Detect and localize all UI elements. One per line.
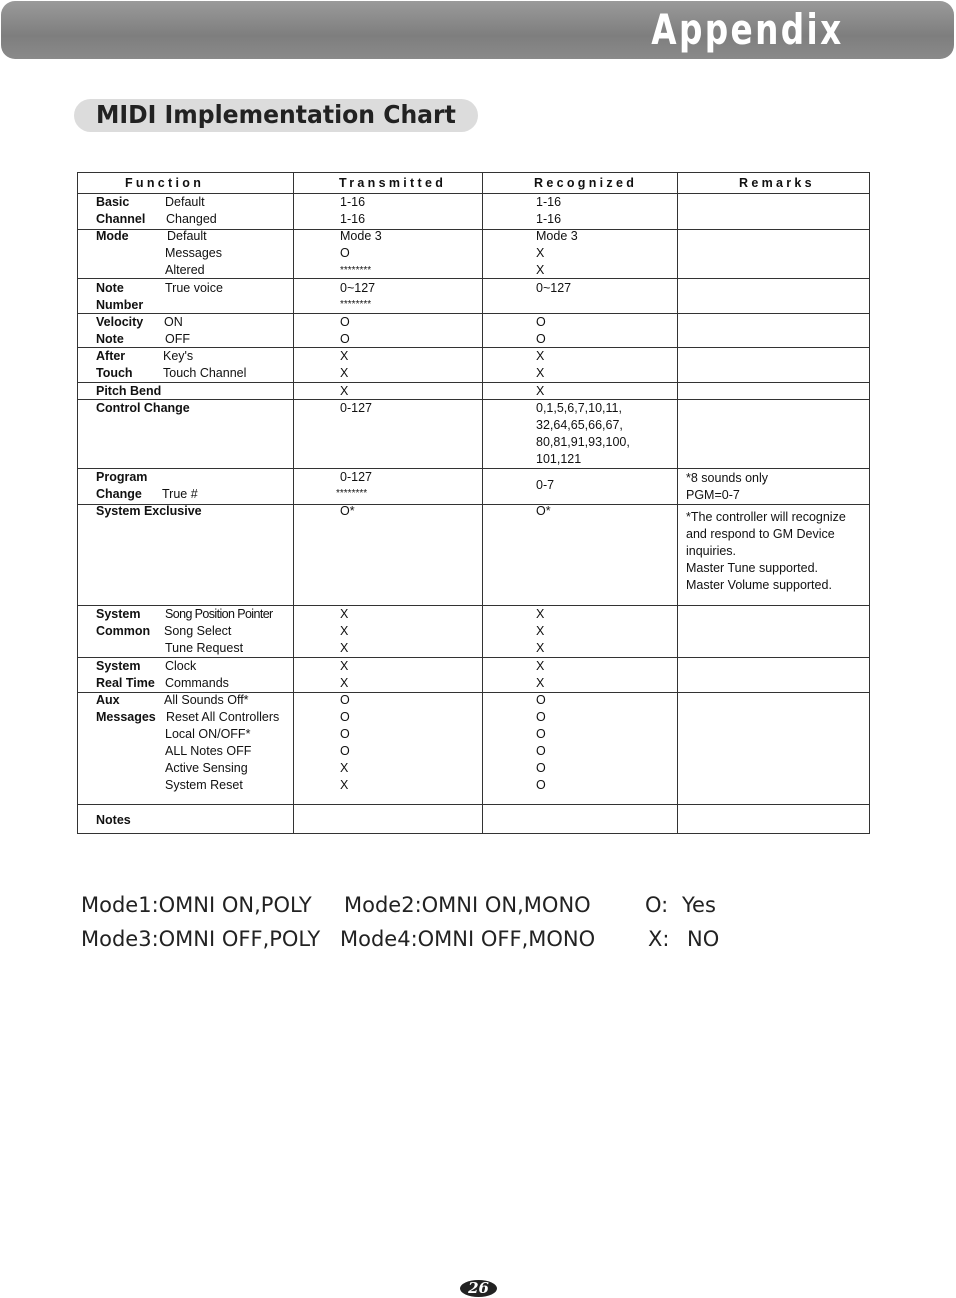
recognized-value: O — [536, 315, 546, 329]
row-label: System — [96, 659, 141, 673]
sub-label: Messages — [165, 246, 222, 260]
row-label: Number — [96, 298, 144, 312]
row-divider — [78, 468, 869, 469]
transmitted-value: 0-127 — [340, 470, 372, 484]
sub-label: Altered — [165, 263, 205, 277]
recognized-value: X — [536, 659, 545, 673]
recognized-value: 0-7 — [536, 478, 555, 492]
transmitted-value: X — [340, 607, 349, 621]
row-label: Pitch Bend — [96, 384, 162, 398]
page-number-badge — [460, 1280, 497, 1297]
row-label: Note — [96, 332, 124, 346]
recognized-value: X — [536, 607, 545, 621]
sub-label: Local ON/OFF* — [165, 727, 251, 741]
row-label: Change — [96, 487, 142, 501]
sub-label: ALL Notes OFF — [165, 744, 252, 758]
row-label: Common — [96, 624, 151, 638]
sub-label: Key's — [163, 349, 194, 363]
row-label: Program — [96, 470, 148, 484]
recognized-value: X — [536, 246, 545, 260]
legend-mode1: Mode1:OMNI ON,POLY — [81, 893, 312, 917]
recognized-value: O — [536, 761, 546, 775]
sub-label: Song Select — [164, 624, 232, 638]
legend-o-key: O: — [645, 893, 669, 917]
sub-label: System Reset — [165, 778, 243, 792]
recognized-value: O* — [536, 504, 551, 518]
recognized-value: 0~127 — [536, 281, 572, 295]
page-number: 26 — [468, 1279, 489, 1297]
row-label: Mode — [96, 229, 129, 243]
row-label: Channel — [96, 212, 146, 226]
recognized-value: X — [536, 624, 545, 638]
transmitted-value: O — [340, 332, 350, 346]
sub-label: Changed — [166, 212, 217, 226]
sub-label: Clock — [165, 659, 197, 673]
remarks-text: *8 sounds only — [686, 471, 769, 485]
header-recognized: Recognized — [534, 176, 638, 190]
transmitted-value: ******** — [340, 265, 372, 276]
transmitted-value: X — [340, 641, 349, 655]
remarks-text: Master Tune supported. — [686, 561, 819, 575]
row-divider — [78, 382, 869, 383]
recognized-value: X — [536, 384, 545, 398]
legend-mode2: Mode2:OMNI ON,MONO — [344, 893, 591, 917]
sub-label: Reset All Controllers — [166, 710, 280, 724]
transmitted-value: O — [340, 315, 350, 329]
transmitted-value: X — [340, 366, 349, 380]
transmitted-value: 0~127 — [340, 281, 376, 295]
transmitted-value: X — [340, 778, 349, 792]
transmitted-value: 1-16 — [340, 212, 366, 226]
transmitted-value: O* — [340, 504, 355, 518]
recognized-value: X — [536, 349, 545, 363]
legend-mode4: Mode4:OMNI OFF,MONO — [340, 927, 596, 951]
recognized-value: 1-16 — [536, 212, 562, 226]
sub-label: All Sounds Off* — [164, 693, 249, 707]
recognized-value: Mode 3 — [536, 229, 578, 243]
recognized-value: 101,121 — [536, 452, 582, 466]
recognized-value: X — [536, 263, 545, 277]
row-label: System Exclusive — [96, 504, 202, 518]
recognized-value: O — [536, 332, 546, 346]
sub-label: OFF — [165, 332, 190, 346]
header-remarks: Remarks — [739, 176, 815, 190]
legend-x-key: X: — [648, 927, 670, 951]
sub-label: True # — [162, 487, 198, 501]
transmitted-value: ******** — [336, 488, 368, 499]
recognized-value: X — [536, 366, 545, 380]
row-label: Messages — [96, 710, 156, 724]
recognized-value: O — [536, 727, 546, 741]
row-label: Control Change — [96, 401, 190, 415]
row-label: Real Time — [96, 676, 155, 690]
column-divider — [293, 173, 294, 833]
recognized-value: O — [536, 693, 546, 707]
recognized-value: 1-16 — [536, 195, 562, 209]
column-divider — [677, 173, 678, 833]
sub-label: Song Position Pointer — [165, 607, 273, 621]
transmitted-value: X — [340, 761, 349, 775]
row-divider — [78, 399, 869, 400]
top-banner — [1, 1, 954, 59]
sub-label: Default — [167, 229, 207, 243]
row-label: Velocity — [96, 315, 144, 329]
recognized-value: X — [536, 676, 545, 690]
transmitted-value: Mode 3 — [340, 229, 382, 243]
banner-title: Appendix — [651, 5, 844, 54]
recognized-value: O — [536, 778, 546, 792]
row-divider — [78, 804, 869, 805]
legend-x-value: NO — [687, 927, 720, 951]
transmitted-value: 0-127 — [340, 401, 372, 415]
remarks-text: *The controller will recognize — [686, 510, 846, 524]
row-label: Note — [96, 281, 124, 295]
sub-label: ON — [164, 315, 183, 329]
row-label: Aux — [96, 693, 120, 707]
sub-label: Commands — [165, 676, 229, 690]
row-divider — [78, 657, 869, 658]
sub-label: Active Sensing — [165, 761, 248, 775]
sub-label: True voice — [165, 281, 223, 295]
remarks-text: and respond to GM Device — [686, 527, 835, 541]
transmitted-value: X — [340, 676, 349, 690]
transmitted-value: O — [340, 727, 350, 741]
row-label: Basic — [96, 195, 130, 209]
transmitted-value: 1-16 — [340, 195, 366, 209]
transmitted-value: O — [340, 710, 350, 724]
recognized-value: O — [536, 744, 546, 758]
sub-label: Tune Request — [165, 641, 244, 655]
transmitted-value: X — [340, 624, 349, 638]
row-label: After — [96, 349, 126, 363]
recognized-value: 80,81,91,93,100, — [536, 435, 630, 449]
sub-label: Default — [165, 195, 205, 209]
header-transmitted: Transmitted — [339, 176, 447, 190]
row-divider — [78, 347, 869, 348]
transmitted-value: X — [340, 659, 349, 673]
legend-mode3: Mode3:OMNI OFF,POLY — [81, 927, 321, 951]
remarks-text: PGM=0-7 — [686, 488, 740, 502]
row-label: Touch — [96, 366, 133, 380]
sub-label: Touch Channel — [163, 366, 247, 380]
transmitted-value: ******** — [340, 299, 372, 310]
section-pill — [74, 99, 478, 132]
header-function: Function — [125, 176, 205, 190]
column-divider — [482, 173, 483, 833]
row-label: System — [96, 607, 141, 621]
section-title: MIDI Implementation Chart — [96, 100, 456, 129]
remarks-text: Master Volume supported. — [686, 578, 832, 592]
transmitted-value: O — [340, 744, 350, 758]
recognized-value: X — [536, 641, 545, 655]
transmitted-value: X — [340, 384, 349, 398]
transmitted-value: O — [340, 693, 350, 707]
transmitted-value: O — [340, 246, 350, 260]
recognized-value: O — [536, 710, 546, 724]
midi-implementation-table — [77, 172, 870, 834]
row-label: Notes — [96, 813, 131, 827]
transmitted-value: X — [340, 349, 349, 363]
legend-o-value: Yes — [682, 893, 716, 917]
recognized-value: 32,64,65,66,67, — [536, 418, 623, 432]
remarks-text: inquiries. — [686, 544, 737, 558]
recognized-value: 0,1,5,6,7,10,11, — [536, 401, 622, 415]
row-divider — [78, 313, 869, 314]
